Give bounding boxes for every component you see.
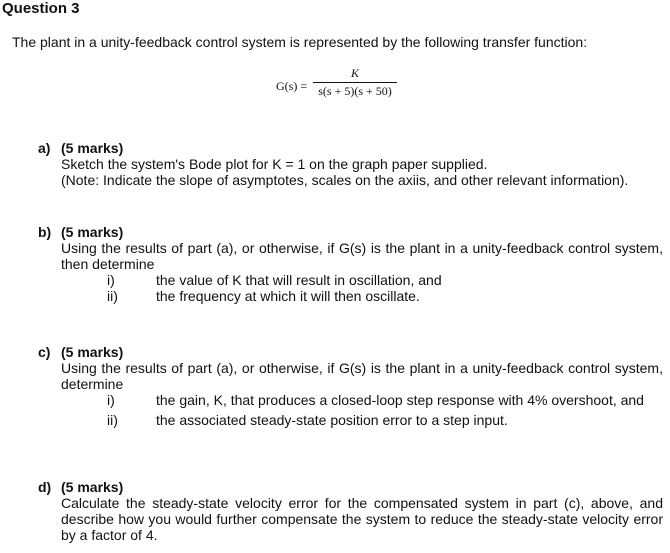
part-b-label: b) <box>38 224 52 240</box>
part-a-label: a) <box>38 140 51 156</box>
part-c-header <box>38 344 663 360</box>
part-b-item-1-num: i) <box>107 272 115 288</box>
part-b-header <box>38 224 663 240</box>
part-c-item-1-text: the gain, K, that produces a closed-loop step response with 4% overshoot, and <box>156 392 644 408</box>
part-c-body: Using the results of part (a), or otherwise, if G(s) is the plant in a unity-feedback control system, determine <box>61 360 663 392</box>
part-b-item-2-text: the frequency at which it will then oscillate. <box>156 288 420 304</box>
part-c-item-1-num: i) <box>107 392 115 408</box>
part-a <box>38 140 663 188</box>
formula-numerator: K <box>350 66 359 80</box>
part-a-line-1: Sketch the system's Bode plot for K = 1 on the graph paper supplied. <box>61 156 488 172</box>
part-c-label: c) <box>38 344 51 360</box>
part-a-line-2: (Note: Indicate the slope of asymptotes, scales on the axiis, and other relevant information). <box>61 172 629 188</box>
part-c-marks: (5 marks) <box>61 344 124 360</box>
part-b-item-2 <box>61 288 663 304</box>
part-b-item-1-text: the value of K that will result in oscillation, and <box>156 272 442 288</box>
question-intro: The plant in a unity-feedback control system is represented by the following transfer function: <box>12 34 588 50</box>
part-b <box>38 224 663 304</box>
part-c-item-2 <box>61 412 663 428</box>
fraction-bar <box>313 82 397 83</box>
part-d-marks: (5 marks) <box>61 479 124 495</box>
formula-denominator: s(s + 5)(s + 50) <box>318 84 392 98</box>
part-c <box>38 344 663 428</box>
part-a-header <box>38 140 663 156</box>
part-a-marks: (5 marks) <box>61 140 124 156</box>
part-c-item-2-num: ii) <box>107 412 118 428</box>
part-d-label: d) <box>38 479 52 495</box>
part-c-item-2-text: the associated steady-state position error to a step input. <box>156 412 508 428</box>
part-d-body: Calculate the steady-state velocity error for the compensated system in part (c), above, and describe how you would further compensate the system to reduce the steady-state velocity error by a factor of 4. <box>61 495 663 543</box>
part-b-item-2-num: ii) <box>107 288 118 304</box>
part-b-body: Using the results of part (a), or otherwise, if G(s) is the plant in a unity-feedback control system, then determine <box>61 240 663 272</box>
part-c-item-1 <box>61 392 663 408</box>
formula-lhs: G(s) = <box>276 79 308 93</box>
part-d-header <box>38 479 663 495</box>
question-title: Question 3 <box>2 0 80 17</box>
part-b-marks: (5 marks) <box>61 224 124 240</box>
part-b-item-1 <box>61 272 663 288</box>
part-d <box>38 479 663 543</box>
formula-fraction <box>313 66 397 99</box>
